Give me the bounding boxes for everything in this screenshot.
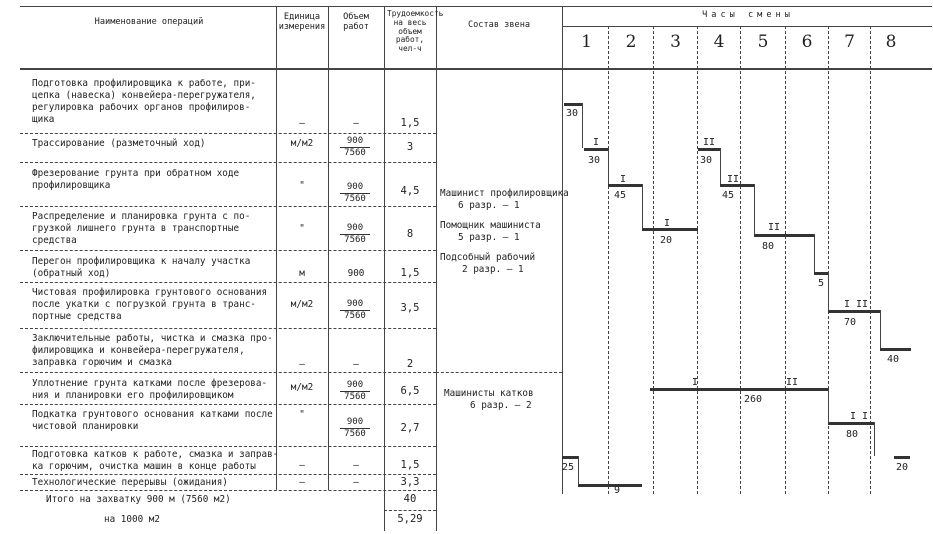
gantt-duration: 20 — [660, 235, 673, 246]
gantt-link — [828, 388, 829, 422]
gantt-duration: 5 — [818, 278, 825, 289]
volume-bottom: 7560 — [344, 235, 366, 245]
gantt-duration: 45 — [614, 190, 627, 201]
unit-cell: м/м2 — [290, 138, 314, 149]
gantt-bar — [650, 388, 828, 391]
row-sep — [20, 162, 436, 163]
hours-title-rule — [562, 26, 932, 27]
volume-fraction — [340, 136, 370, 159]
gantt-duration: 45 — [722, 190, 735, 201]
row-sep — [20, 372, 436, 373]
gantt-link — [874, 422, 875, 456]
gantt-mark: I — [664, 218, 671, 229]
row-sep — [20, 206, 436, 207]
volume-cell: – — [353, 118, 359, 129]
gantt-duration: 30 — [566, 108, 579, 119]
col-divider-volume — [328, 6, 329, 490]
labor-cell: 3,5 — [400, 302, 420, 314]
header-bottom-rule — [20, 68, 932, 70]
volume-cell: – — [353, 477, 359, 488]
top-rule — [20, 6, 932, 7]
row-sep — [20, 133, 436, 134]
operation-line: Заключительные работы, чистка и смазка про- — [32, 333, 273, 344]
gantt-duration: 20 — [896, 462, 909, 473]
volume-fraction — [340, 223, 370, 246]
volume-cell: 900 — [347, 268, 365, 279]
operation-line: ка горючим, очистка машин в конце работы — [32, 461, 256, 472]
operation-line: (обратный ход) — [32, 268, 111, 279]
operation-line: филировщика и конвейера-перегружателя, — [32, 345, 245, 356]
gantt-bar — [880, 348, 911, 351]
labor-cell: 1,5 — [400, 267, 420, 279]
gantt-link — [642, 184, 643, 228]
row-sep — [384, 510, 436, 511]
operation-line: после укатки с погрузкой грунта в транс- — [32, 299, 256, 310]
gantt-link — [828, 272, 829, 310]
operation-line: Трассирование (разметочный ход) — [32, 138, 206, 149]
gantt-bar — [564, 103, 582, 106]
volume-fraction — [340, 299, 370, 322]
labor-cell: 2 — [406, 358, 414, 370]
total-value: 40 — [403, 493, 417, 505]
unit-cell: м/м2 — [290, 299, 314, 310]
volume-top: 900 — [340, 223, 370, 235]
header-crew: Состав звена — [467, 20, 531, 30]
crew-line: Машинист профилировщика — [440, 188, 569, 199]
gantt-bar — [828, 422, 874, 425]
hour-label: 4 — [713, 32, 725, 52]
crew-line: Помощник машиниста — [440, 220, 541, 231]
volume-fraction — [340, 380, 370, 403]
per-1000-label: на 1000 м2 — [104, 514, 160, 525]
hour-line-4 — [740, 26, 741, 494]
gantt-duration: 25 — [562, 462, 575, 473]
header-hours-title: Часы смены — [702, 10, 794, 20]
unit-cell: " — [299, 223, 305, 234]
gantt-bar — [578, 484, 642, 487]
gantt-mark: I — [620, 174, 627, 185]
operation-line: щика — [32, 114, 55, 125]
operation-line: заправка горючим и смазка — [32, 357, 172, 368]
gantt-bar — [814, 272, 828, 275]
row-sep — [20, 490, 436, 491]
gantt-duration: 40 — [887, 354, 900, 365]
hour-line-2 — [653, 26, 654, 494]
volume-top: 900 — [340, 136, 370, 148]
unit-cell: " — [299, 409, 305, 420]
crew-line: 6 разр. – 1 — [458, 200, 520, 211]
crew-line: 6 разр. – 2 — [470, 400, 532, 411]
labor-cell: 8 — [406, 228, 414, 240]
volume-bottom: 7560 — [344, 429, 366, 439]
volume-bottom: 7560 — [344, 194, 366, 204]
row-sep — [20, 282, 436, 283]
crew-sep — [436, 372, 562, 373]
volume-top: 900 — [340, 299, 370, 311]
gantt-duration: 70 — [844, 317, 857, 328]
gantt-bar — [894, 456, 910, 459]
gantt-duration: 30 — [588, 155, 601, 166]
row-sep — [20, 474, 436, 475]
labor-cell: 3,3 — [400, 476, 420, 488]
operation-line: Чистовая профилировка грунтового основания — [32, 287, 268, 298]
unit-cell: " — [299, 180, 305, 191]
hour-label: 2 — [625, 32, 637, 52]
hour-label: 3 — [670, 32, 681, 52]
crew-line: Машинисты катков — [444, 388, 534, 399]
unit-cell: – — [299, 118, 305, 129]
hour-line-1 — [608, 26, 609, 494]
gantt-link — [754, 184, 755, 234]
operation-line: цепка (навеска) конвейера-перегружателя, — [32, 90, 256, 101]
operation-line: Распределение и планировка грунта с по- — [32, 211, 251, 222]
col-divider-hours — [562, 6, 563, 494]
row-sep — [20, 328, 436, 329]
header-unit: Единица измерения — [278, 12, 326, 32]
operation-line: грузкой лишнего грунта в транспортные — [32, 223, 240, 234]
operation-line: Технологические перерывы (ожидания) — [32, 477, 228, 488]
header-volume: Объем работ — [343, 12, 369, 32]
gantt-link — [608, 148, 609, 184]
row-sep — [20, 250, 436, 251]
volume-cell: – — [353, 359, 359, 370]
operation-line: Подготовка профилировщика к работе, при- — [32, 78, 256, 89]
hour-label: 8 — [885, 32, 897, 52]
labor-cell: 6,5 — [400, 385, 420, 397]
volume-top: 900 — [340, 417, 370, 429]
gantt-mark: II — [727, 174, 740, 185]
col-divider-unit — [276, 6, 277, 490]
gantt-duration: 80 — [846, 429, 859, 440]
gantt-mark: I I — [850, 411, 869, 422]
hour-label: 1 — [581, 32, 592, 52]
unit-cell: м — [299, 268, 305, 279]
operation-line: портные средства — [32, 311, 122, 322]
gantt-bar — [562, 456, 578, 459]
volume-fraction — [340, 182, 370, 205]
labor-cell: 4,5 — [400, 185, 420, 197]
gantt-mark: I II — [844, 299, 869, 310]
gantt-mark: I — [593, 137, 600, 148]
volume-bottom: 7560 — [344, 148, 366, 158]
hour-label: 7 — [844, 32, 855, 52]
header-operation: Наименование операций — [94, 17, 204, 27]
gantt-bar — [698, 148, 720, 151]
unit-cell: – — [299, 460, 305, 471]
gantt-mark: II — [786, 377, 799, 388]
labor-cell: 1,5 — [400, 117, 420, 129]
gantt-mark: II — [703, 137, 716, 148]
volume-top: 900 — [340, 380, 370, 392]
gantt-link — [582, 103, 583, 148]
operation-line: профилировщика — [32, 180, 111, 191]
operation-line: ния и планировки его профилировщиком — [32, 390, 234, 401]
row-sep — [20, 404, 436, 405]
operation-line: средства — [32, 235, 77, 246]
operation-line: Фрезерование грунта при обратном ходе — [32, 168, 240, 179]
volume-fraction — [340, 417, 370, 440]
labor-cell: 2,7 — [400, 422, 420, 434]
volume-top: 900 — [340, 182, 370, 194]
gantt-bar — [828, 310, 880, 313]
volume-bottom: 7560 — [344, 392, 366, 402]
gantt-duration: 80 — [762, 241, 775, 252]
labor-cell: 1,5 — [400, 459, 420, 471]
hour-line-5 — [785, 26, 786, 494]
crew-line: 2 разр. – 1 — [462, 264, 524, 275]
operation-line: регулировка рабочих органов профилиров- — [32, 102, 251, 113]
gantt-bar — [754, 234, 814, 237]
col-divider-crew — [436, 6, 437, 531]
volume-cell: – — [353, 460, 359, 471]
hour-line-3 — [697, 26, 698, 494]
operation-line: Подкатка грунтового основания катками после — [32, 409, 273, 420]
gantt-link — [578, 456, 579, 484]
volume-bottom: 7560 — [344, 311, 366, 321]
hour-label: 5 — [757, 32, 769, 52]
unit-cell: м/м2 — [290, 382, 314, 393]
gantt-duration: 9 — [614, 485, 621, 496]
total-label: Итого на захватку 900 м (7560 м2) — [46, 494, 231, 505]
col-divider-labor — [384, 6, 385, 531]
crew-line: Подсобный рабочий — [440, 252, 536, 263]
gantt-link — [814, 234, 815, 272]
operation-line: Перегон профилировщика к началу участка — [32, 256, 251, 267]
crew-line: 5 разр. – 1 — [458, 232, 520, 243]
gantt-mark: II — [768, 222, 781, 233]
gantt-duration: 260 — [744, 394, 763, 405]
per-1000-value: 5,29 — [397, 513, 423, 525]
unit-cell: – — [299, 477, 305, 488]
gantt-link — [880, 310, 881, 348]
gantt-link — [720, 148, 721, 184]
unit-cell: – — [299, 359, 305, 370]
hour-label: 6 — [801, 32, 813, 52]
gantt-mark: I — [692, 377, 699, 388]
gantt-duration: 30 — [700, 155, 713, 166]
labor-cell: 3 — [406, 141, 414, 153]
row-sep — [20, 446, 436, 447]
gantt-bar — [584, 148, 608, 151]
header-labor: Трудоемкость на весь объем работ, чел-ч — [387, 9, 444, 54]
operation-line: Подготовка катков к работе, смазка и заправ- — [32, 449, 279, 460]
operation-line: чистовой планировки — [32, 421, 139, 432]
operation-line: Уплотнение грунта катками после фрезерова- — [32, 378, 268, 389]
